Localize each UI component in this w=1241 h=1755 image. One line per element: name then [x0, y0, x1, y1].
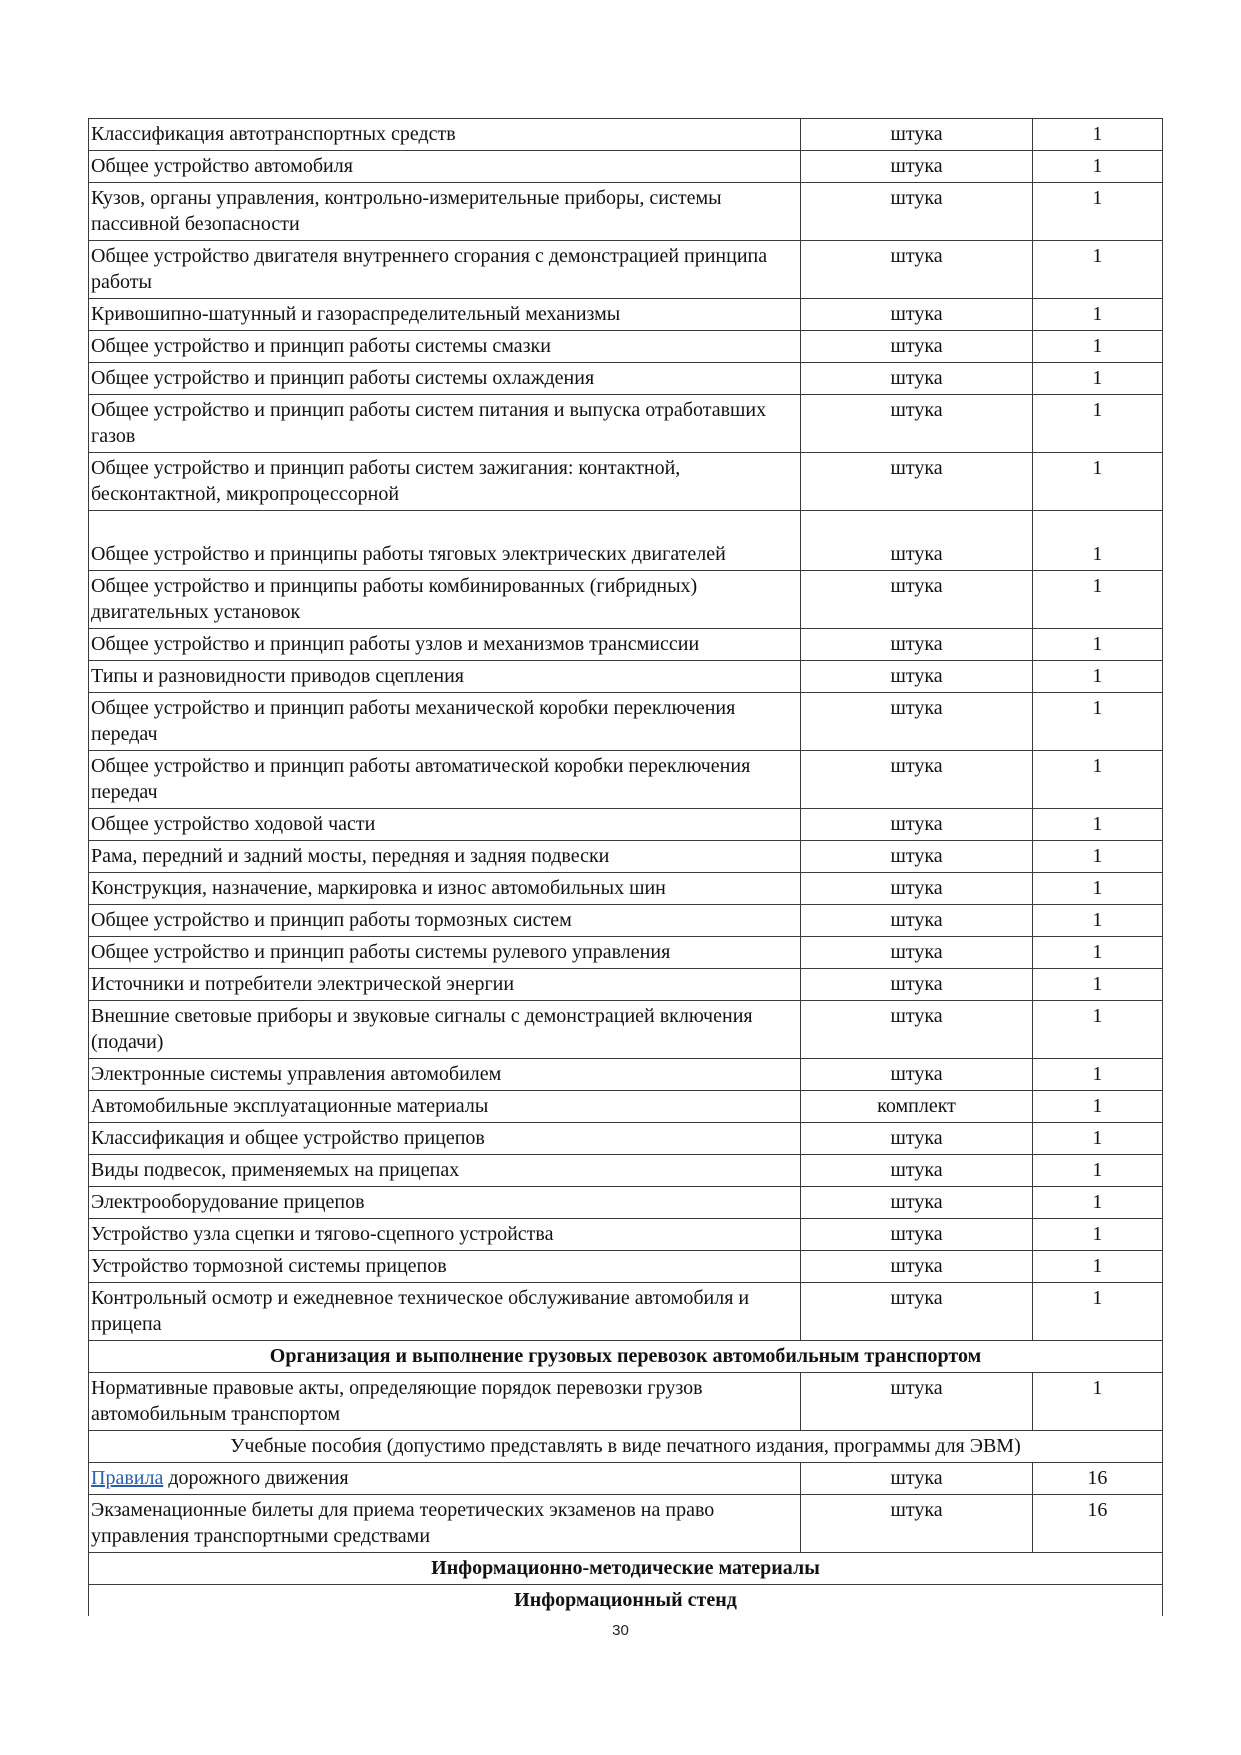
- table-row: [89, 1373, 1163, 1431]
- table-row: [89, 151, 1163, 183]
- item-qty: 1: [1032, 511, 1162, 571]
- item-qty: 1: [1032, 1155, 1162, 1187]
- section-subtitle-info-stand: Информационный стенд: [89, 1585, 1163, 1617]
- item-qty: 1: [1032, 331, 1162, 363]
- section-title-cargo: Организация и выполнение грузовых перевозок автомобильным транспортом: [89, 1341, 1163, 1373]
- item-unit: штука: [801, 1251, 1032, 1283]
- item-name: Нормативные правовые акты, определяющие порядок перевозки грузов автомобильным транспортом: [89, 1373, 801, 1431]
- item-qty: 1: [1032, 1219, 1162, 1251]
- table-row: [89, 1219, 1163, 1251]
- item-unit: штука: [801, 1187, 1032, 1219]
- item-unit: штука: [801, 151, 1032, 183]
- table-row: [89, 1123, 1163, 1155]
- item-name: Общее устройство ходовой части: [89, 809, 801, 841]
- table-row: [89, 331, 1163, 363]
- item-qty: 1: [1032, 661, 1162, 693]
- item-unit: штука: [801, 299, 1032, 331]
- item-name: Общее устройство и принцип работы узлов и механизмов трансмиссии: [89, 629, 801, 661]
- equipment-table: [88, 118, 1163, 1616]
- table-row: [89, 841, 1163, 873]
- table-row: [89, 363, 1163, 395]
- item-unit: штука: [801, 1155, 1032, 1187]
- item-unit: штука: [801, 119, 1032, 151]
- item-unit: штука: [801, 241, 1032, 299]
- item-unit: штука: [801, 969, 1032, 1001]
- table-row: [89, 1059, 1163, 1091]
- item-name: Электрооборудование прицепов: [89, 1187, 801, 1219]
- table-row: [89, 395, 1163, 453]
- item-unit: штука: [801, 363, 1032, 395]
- item-qty: 1: [1032, 629, 1162, 661]
- table-row: [89, 751, 1163, 809]
- item-name: Общее устройство двигателя внутреннего сгорания с демонстрацией принципа работы: [89, 241, 801, 299]
- item-qty: 1: [1032, 1001, 1162, 1059]
- table-row: [89, 119, 1163, 151]
- table-row: [89, 571, 1163, 629]
- item-unit: штука: [801, 453, 1032, 511]
- item-name: Общее устройство и принцип работы систем питания и выпуска отработавших газов: [89, 395, 801, 453]
- item-name: Виды подвесок, применяемых на прицепах: [89, 1155, 801, 1187]
- item-unit: штука: [801, 1463, 1032, 1495]
- item-name: Внешние световые приборы и звуковые сигналы с демонстрацией включения (подачи): [89, 1001, 801, 1059]
- item-name: Кривошипно-шатунный и газораспределительный механизмы: [89, 299, 801, 331]
- item-qty: 1: [1032, 1373, 1162, 1431]
- item-qty: 1: [1032, 937, 1162, 969]
- section-header-row: [89, 1585, 1163, 1617]
- item-name: Типы и разновидности приводов сцепления: [89, 661, 801, 693]
- item-name: Источники и потребители электрической энергии: [89, 969, 801, 1001]
- item-unit: штука: [801, 1283, 1032, 1341]
- table-row: [89, 241, 1163, 299]
- item-unit: штука: [801, 1001, 1032, 1059]
- item-unit: штука: [801, 751, 1032, 809]
- item-name: Устройство узла сцепки и тягово-сцепного устройства: [89, 1219, 801, 1251]
- item-qty: 1: [1032, 363, 1162, 395]
- item-name: Общее устройство и принцип работы системы охлаждения: [89, 363, 801, 395]
- item-unit: штука: [801, 1123, 1032, 1155]
- item-qty: 1: [1032, 1187, 1162, 1219]
- item-qty: 1: [1032, 571, 1162, 629]
- item-qty: 1: [1032, 1123, 1162, 1155]
- item-unit: штука: [801, 693, 1032, 751]
- item-unit: штука: [801, 571, 1032, 629]
- table-row: [89, 1463, 1163, 1495]
- item-qty: 1: [1032, 241, 1162, 299]
- table-row: [89, 809, 1163, 841]
- item-qty: 16: [1032, 1495, 1162, 1553]
- table-row: [89, 1001, 1163, 1059]
- table-row: [89, 937, 1163, 969]
- item-name: Общее устройство и принцип работы автоматической коробки переключения передач: [89, 751, 801, 809]
- item-qty: 1: [1032, 1091, 1162, 1123]
- item-qty: 1: [1032, 841, 1162, 873]
- item-name: Кузов, органы управления, контрольно-измерительные приборы, системы пассивной безопасности: [89, 183, 801, 241]
- item-unit: штука: [801, 841, 1032, 873]
- item-unit: штука: [801, 905, 1032, 937]
- table-row: [89, 1251, 1163, 1283]
- table-row: [89, 1187, 1163, 1219]
- item-name: Контрольный осмотр и ежедневное техническое обслуживание автомобиля и прицепа: [89, 1283, 801, 1341]
- item-name: Общее устройство и принцип работы системы смазки: [89, 331, 801, 363]
- table-row: [89, 1283, 1163, 1341]
- traffic-rules-link[interactable]: Правила: [91, 1467, 164, 1489]
- item-qty: 1: [1032, 1251, 1162, 1283]
- item-unit: штука: [801, 809, 1032, 841]
- item-unit: штука: [801, 1373, 1032, 1431]
- section-header-row: [89, 1341, 1163, 1373]
- item-qty: 16: [1032, 1463, 1162, 1495]
- item-name: Общее устройство и принцип работы системы рулевого управления: [89, 937, 801, 969]
- table-row: [89, 873, 1163, 905]
- item-unit: комплект: [801, 1091, 1032, 1123]
- item-qty: 1: [1032, 151, 1162, 183]
- item-qty: 1: [1032, 905, 1162, 937]
- table-row: [89, 453, 1163, 511]
- item-unit: штука: [801, 395, 1032, 453]
- item-name: Общее устройство и принцип работы систем зажигания: контактной, бесконтактной, микропроцессорной: [89, 453, 801, 511]
- item-unit: штука: [801, 1059, 1032, 1091]
- item-qty: 1: [1032, 1283, 1162, 1341]
- item-unit: штука: [801, 1495, 1032, 1553]
- page-number: 30: [612, 1622, 629, 1639]
- subsection-header-row: [89, 1431, 1163, 1463]
- table-row: [89, 905, 1163, 937]
- item-unit: штука: [801, 511, 1032, 571]
- table-row: [89, 969, 1163, 1001]
- item-name: Общее устройство и принцип работы тормозных систем: [89, 905, 801, 937]
- item-name: Классификация и общее устройство прицепов: [89, 1123, 801, 1155]
- cargo-section: [89, 1341, 1163, 1431]
- table-row: [89, 299, 1163, 331]
- item-qty: 1: [1032, 809, 1162, 841]
- item-unit: штука: [801, 1219, 1032, 1251]
- item-qty: 1: [1032, 119, 1162, 151]
- item-qty: 1: [1032, 693, 1162, 751]
- item-name: Рама, передний и задний мосты, передняя и задняя подвески: [89, 841, 801, 873]
- item-unit: штука: [801, 629, 1032, 661]
- item-qty: 1: [1032, 299, 1162, 331]
- table-row: [89, 183, 1163, 241]
- item-qty: 1: [1032, 453, 1162, 511]
- item-name: Общее устройство автомобиля: [89, 151, 801, 183]
- item-qty: 1: [1032, 969, 1162, 1001]
- table-row: [89, 1091, 1163, 1123]
- textbooks-section: [89, 1431, 1163, 1553]
- table-row: [89, 661, 1163, 693]
- item-name: Классификация автотранспортных средств: [89, 119, 801, 151]
- table-row: [89, 629, 1163, 661]
- item-unit: штука: [801, 331, 1032, 363]
- item-name: Конструкция, назначение, маркировка и износ автомобильных шин: [89, 873, 801, 905]
- item-unit: штука: [801, 661, 1032, 693]
- item-unit: штука: [801, 183, 1032, 241]
- item-qty: 1: [1032, 395, 1162, 453]
- item-name: [89, 1463, 801, 1495]
- item-name: Общее устройство и принципы работы тяговых электрических двигателей: [89, 511, 801, 571]
- item-name-rest: дорожного движения: [163, 1467, 349, 1489]
- table-row: [89, 1495, 1163, 1553]
- item-unit: штука: [801, 937, 1032, 969]
- table-row: [89, 1155, 1163, 1187]
- item-name: Общее устройство и принципы работы комбинированных (гибридных) двигательных установок: [89, 571, 801, 629]
- item-name: Устройство тормозной системы прицепов: [89, 1251, 801, 1283]
- item-qty: 1: [1032, 873, 1162, 905]
- table-row: [89, 693, 1163, 751]
- item-name: Электронные системы управления автомобилем: [89, 1059, 801, 1091]
- item-name: Общее устройство и принцип работы механической коробки переключения передач: [89, 693, 801, 751]
- info-section: [89, 1553, 1163, 1617]
- item-name: Экзаменационные билеты для приема теоретических экзаменов на право управления транспортными средствами: [89, 1495, 801, 1553]
- item-qty: 1: [1032, 751, 1162, 809]
- item-qty: 1: [1032, 1059, 1162, 1091]
- table-row: [89, 511, 1163, 571]
- equipment-table-body: [89, 119, 1163, 1341]
- section-title-textbooks: Учебные пособия (допустимо представлять в виде печатного издания, программы для ЭВМ): [89, 1431, 1163, 1463]
- section-title-info: Информационно-методические материалы: [89, 1553, 1163, 1585]
- section-header-row: [89, 1553, 1163, 1585]
- item-qty: 1: [1032, 183, 1162, 241]
- item-unit: штука: [801, 873, 1032, 905]
- item-name: Автомобильные эксплуатационные материалы: [89, 1091, 801, 1123]
